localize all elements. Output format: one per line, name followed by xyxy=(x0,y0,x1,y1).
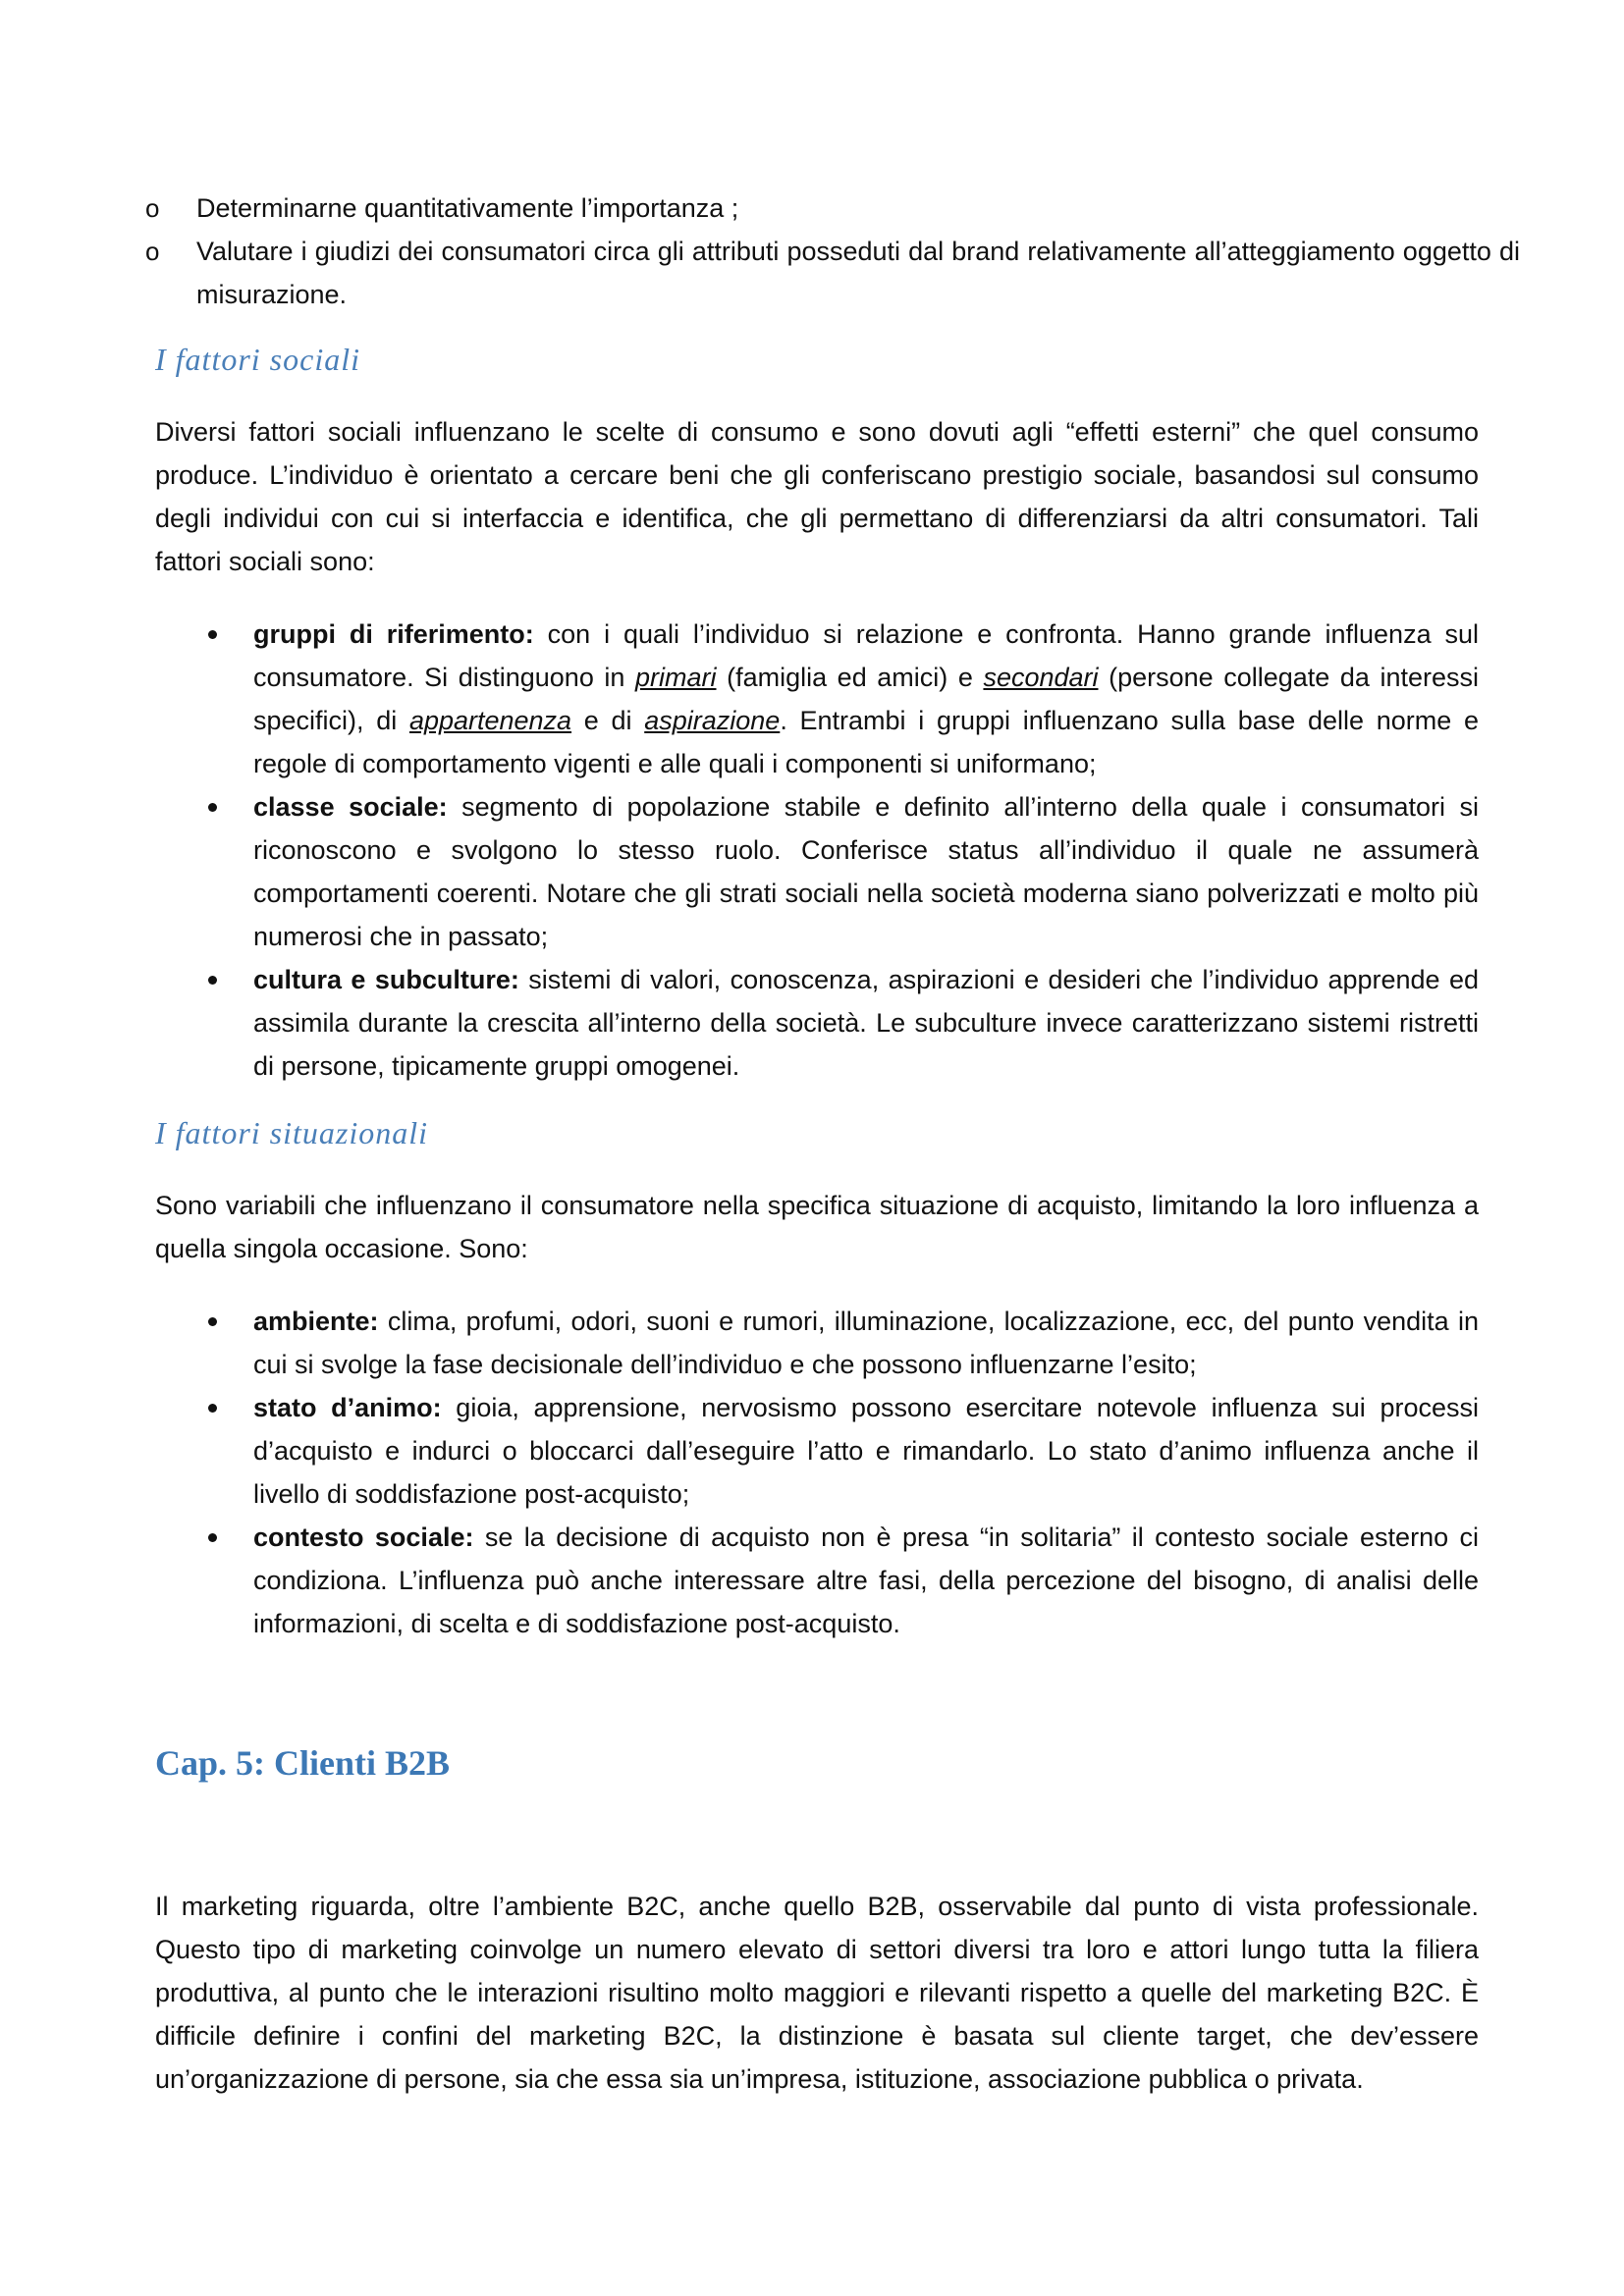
underlined-term: secondari xyxy=(983,663,1099,692)
list-item: classe sociale: segmento di popolazione stabile e definito all’interno della quale i consumatori si riconoscono e svolgono lo stesso ruolo. Conferisce status all’individuo il quale ne assumerà comportamenti coerenti. Notare che gli strati sociali nella società moderna siano polverizzati e molto più numerosi che in passato; xyxy=(253,785,1479,958)
underlined-term: appartenenza xyxy=(408,706,572,735)
chapter-title: Cap. 5: Clienti B2B xyxy=(155,1743,451,1783)
list-item: stato d’animo: gioia, apprensione, nervosismo possono esercitare notevole influenza sui processi d’acquisto e indurci o bloccarci dall’eseguire l’atto e rimandarlo. Lo stato d’animo influenza anche il livello di soddisfazione post-acquisto; xyxy=(253,1386,1479,1516)
list-item: gruppi di riferimento: con i quali l’individuo si relazione e confronta. Hanno grande influenza sul consumatore. Si distinguono in primari (famiglia ed amici) e secondari (persone collegate da interessi specifici), di appartenenza e di aspirazione. Entrambi i gruppi influenzano sulla base delle norme e regole di comportamento vigenti e alle quali i componenti si uniformano; xyxy=(253,613,1479,785)
term: contesto sociale: xyxy=(253,1522,474,1552)
bullet-dot-icon xyxy=(208,803,217,812)
bullet-dot-icon xyxy=(208,1317,217,1326)
circle-bullet-icon: o xyxy=(145,193,160,223)
term: stato d’animo: xyxy=(253,1393,442,1422)
bullet-dot-icon xyxy=(208,1404,217,1413)
sub-bullet-item: o Valutare i giudizi dei consumatori circa gli attributi posseduti dal brand relativamente all’atteggiamento oggetto di misurazione. xyxy=(196,230,1520,316)
sub-bullet-item: o Determinarne quantitativamente l’importanza ; xyxy=(196,187,1520,230)
paragraph-situational-intro: Sono variabili che influenzano il consumatore nella specifica situazione di acquisto, limitando la loro influenza a quella singola occasione. Sono: xyxy=(155,1191,1479,1263)
list-item: ambiente: clima, profumi, odori, suoni e rumori, illuminazione, localizzazione, ecc, del punto vendita in cui si svolge la fase decisionale dell’individuo e che possono influenzarne l’esito; xyxy=(253,1300,1479,1386)
section-heading-social: I fattori sociali xyxy=(155,342,360,377)
circle-bullet-icon: o xyxy=(145,237,160,266)
underlined-term: aspirazione xyxy=(644,706,781,735)
term: cultura e subculture: xyxy=(253,965,519,994)
term: ambiente: xyxy=(253,1307,379,1336)
bullet-list-social xyxy=(155,613,1479,1088)
paragraph-chapter: Il marketing riguarda, oltre l’ambiente B2C, anche quello B2B, osservabile dal punto di vista professionale. Questo tipo di marketing coinvolge un numero elevato di settori diversi tra loro e attori lungo tutta la filiera produttiva, al punto che le interazioni risultino molto maggiori e rilevanti rispetto a quelle del marketing B2C. È difficile definire i confini del marketing B2C, la distinzione è basata sul cliente target, che dev’essere un’organizzazione di persone, sia che essa sia un’impresa, istituzione, associazione pubblica o privata. xyxy=(155,1892,1479,2094)
bullet-dot-icon xyxy=(208,976,217,985)
term: classe sociale: xyxy=(253,792,448,822)
document-page xyxy=(145,187,1520,2101)
sub-bullet-list xyxy=(0,187,1520,316)
underlined-term: primari xyxy=(635,663,717,692)
list-item: cultura e subculture: sistemi di valori, conoscenza, aspirazioni e desideri che l’individuo apprende ed assimila durante la crescita all’interno della società. Le subculture invece caratterizzano sistemi ristretti di persone, tipicamente gruppi omogenei. xyxy=(253,958,1479,1088)
bullet-list-situational xyxy=(155,1300,1479,1645)
list-item: contesto sociale: se la decisione di acquisto non è presa “in solitaria” il contesto sociale esterno ci condiziona. L’influenza può anche interessare altre fasi, della percezione del bisogno, di analisi delle informazioni, di scelta e di soddisfazione post-acquisto. xyxy=(253,1516,1479,1645)
bullet-dot-icon xyxy=(208,630,217,639)
term: gruppi di riferimento: xyxy=(253,619,534,649)
paragraph-social-intro: Diversi fattori sociali influenzano le scelte di consumo e sono dovuti agli “effetti esterni” che quel consumo produce. L’individuo è orientato a cercare beni che gli conferiscano prestigio sociale, basandosi sul consumo degli individui con cui si interfaccia e identifica, che gli permettano di differenziarsi da altri consumatori. Tali fattori sociali sono: xyxy=(155,417,1479,576)
bullet-dot-icon xyxy=(208,1533,217,1542)
section-heading-situational: I fattori situazionali xyxy=(155,1115,429,1150)
